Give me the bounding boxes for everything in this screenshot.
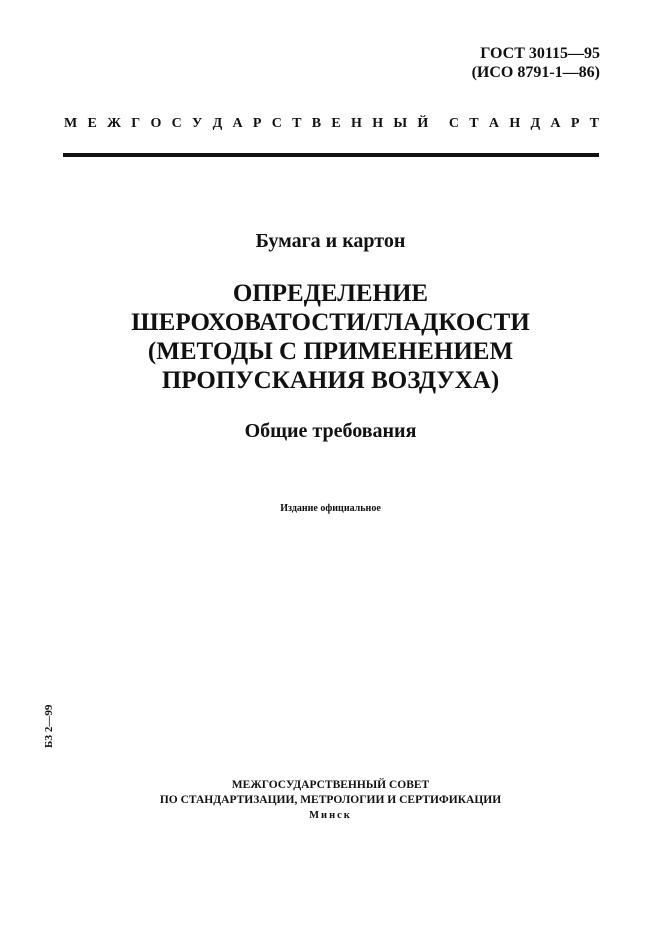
label-letter: Р [570, 116, 580, 131]
gost-code: ГОСТ 30115—95 [480, 45, 600, 62]
label-letter: Е [87, 116, 97, 131]
title-line: ПРОПУСКАНИЯ ВОЗДУХА) [161, 367, 500, 394]
document-code [472, 44, 600, 82]
main-title [0, 279, 661, 395]
council-line-2: ПО СТАНДАРТИЗАЦИИ, МЕТРОЛОГИИ И СЕРТИФИКАЦИИ [159, 794, 502, 806]
label-letter: Е [331, 116, 341, 131]
city: Минск [309, 810, 352, 821]
label-letter: С [448, 116, 459, 131]
label-letter: Т [589, 116, 599, 131]
label-letter: Ы [393, 116, 408, 131]
iso-code: (ИСО 8791-1—86) [471, 64, 600, 81]
label-letter: Г [131, 116, 141, 131]
label-letter: С [171, 116, 182, 131]
label-letter: Й [417, 116, 429, 131]
side-code: БЗ 2—99 [43, 704, 55, 748]
label-letter: М [64, 116, 78, 131]
label-letter: Р [252, 116, 262, 131]
title-line: (МЕТОДЫ С ПРИМЕНЕНИЕМ [147, 338, 514, 365]
label-letter: А [488, 116, 500, 131]
label-letter: Д [530, 116, 541, 131]
label-letter: О [150, 116, 162, 131]
label-letter: Н [509, 116, 521, 131]
subtitle: Общие требования [244, 420, 417, 442]
label-letter: В [311, 116, 322, 131]
publisher-block [0, 778, 661, 823]
label-letter: Т [292, 116, 302, 131]
title-line: ШЕРОХОВАТОСТИ/ГЛАДКОСТИ [131, 309, 530, 336]
council-line-1: МЕЖГОСУДАРСТВЕННЫЙ СОВЕТ [231, 779, 430, 791]
subject-heading: Бумага и картон [255, 230, 406, 252]
label-letter: Ж [107, 116, 121, 131]
label-letter: А [550, 116, 561, 131]
label-letter: А [232, 116, 243, 131]
label-letter: Н [372, 116, 384, 131]
label-letter: У [192, 116, 203, 131]
label-letter: Н [351, 116, 362, 131]
label-letter: С [271, 116, 282, 131]
edition-note: Издание официальное [280, 503, 381, 514]
label-letter: Д [212, 116, 223, 131]
label-letter: Т [469, 116, 479, 131]
header-rule [63, 153, 599, 157]
interstate-standard-label [0, 116, 661, 136]
title-line: ОПРЕДЕЛЕНИЕ [232, 280, 429, 307]
